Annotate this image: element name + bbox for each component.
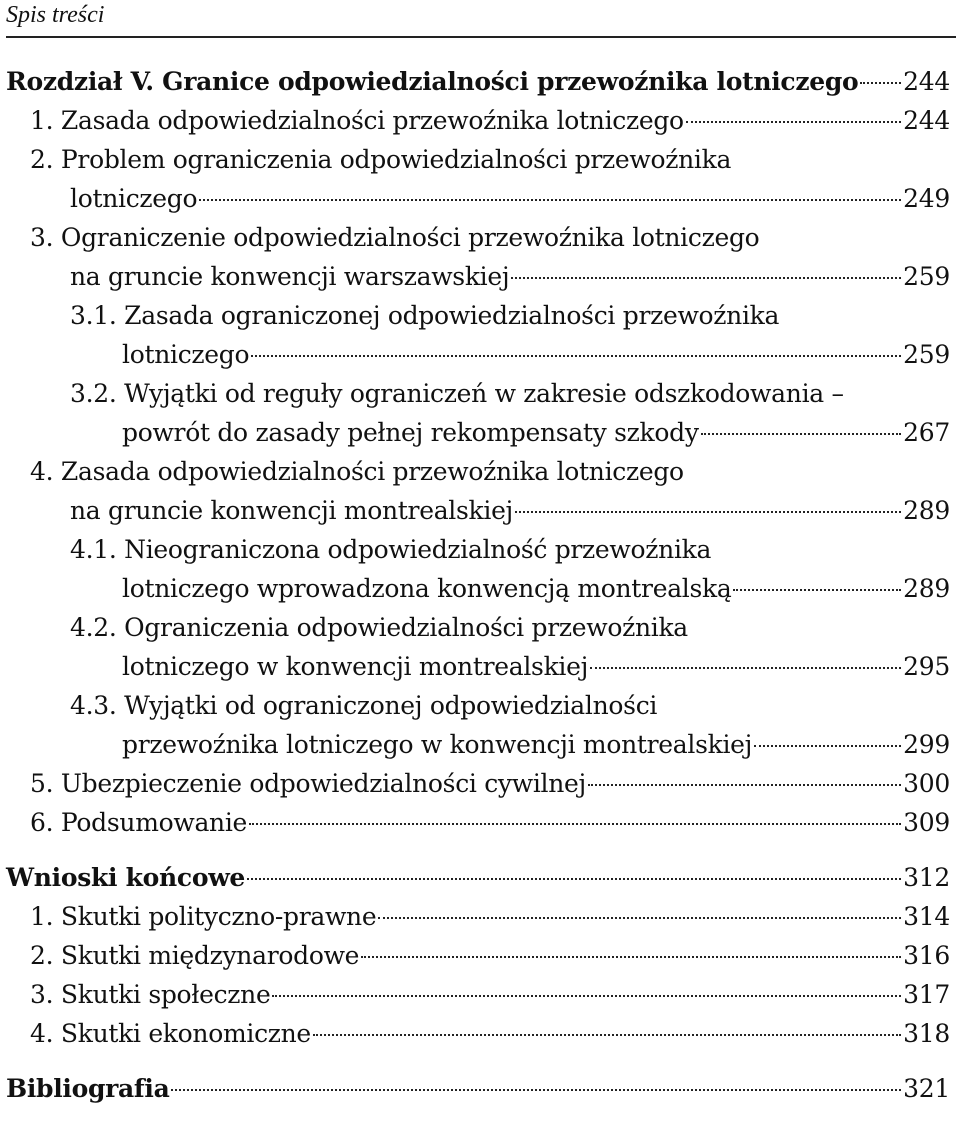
- dot-leader: [733, 589, 901, 591]
- dot-leader: [251, 355, 901, 357]
- toc-entry-title-line1: 4.1. Nieograniczona odpowiedzialność przewoźnika: [70, 535, 712, 564]
- toc-entry-section-4-3[interactable]: [6, 686, 950, 764]
- toc-page-number: 244: [903, 106, 950, 135]
- toc-page-number: 321: [903, 1074, 950, 1103]
- toc-entry-title-line1: 4.3. Wyjątki od ograniczonej odpowiedzialności: [70, 691, 658, 720]
- toc-entry-conclusions-2[interactable]: [6, 936, 950, 975]
- dot-leader: [686, 121, 901, 123]
- toc-entry-section-6[interactable]: [6, 803, 950, 842]
- toc-page-number: 295: [903, 652, 950, 681]
- dot-leader: [590, 667, 901, 669]
- toc-entry-section-2[interactable]: [6, 140, 950, 218]
- toc-entry-section-4[interactable]: [6, 452, 950, 530]
- running-header-title: Spis treści: [6, 2, 105, 28]
- toc-entry-title-line1: 4.2. Ograniczenia odpowiedzialności przewoźnika: [70, 613, 688, 642]
- toc-page-number: 312: [903, 863, 950, 892]
- toc-entry-title: 1. Skutki polityczno-prawne: [30, 902, 377, 931]
- toc-entry-title: Rozdział V. Granice odpowiedzialności przewoźnika lotniczego: [6, 67, 859, 96]
- toc-entry-title-line2: lotniczego: [70, 184, 198, 213]
- toc-page-number: 309: [903, 808, 950, 837]
- toc-entry-title: Wnioski końcowe: [6, 863, 246, 892]
- dot-leader: [701, 433, 902, 435]
- toc-entry-title-line2: na gruncie konwencji warszawskiej: [70, 262, 510, 291]
- toc-entry-title-line1: 3.2. Wyjątki od reguły ograniczeń w zakresie odszkodowania –: [70, 379, 844, 408]
- toc-page-number: 259: [903, 262, 950, 291]
- toc-entry-title-line2: powrót do zasady pełnej rekompensaty szkody: [122, 418, 699, 447]
- toc-entry-section-3-2[interactable]: [6, 374, 950, 452]
- toc-page-number: 316: [903, 941, 950, 970]
- toc-entry-chapter-5[interactable]: [6, 62, 950, 101]
- toc-entry-conclusions[interactable]: [6, 858, 950, 897]
- toc-entry-section-3[interactable]: [6, 218, 950, 296]
- toc-entry-title-line1: 2. Problem ograniczenia odpowiedzialności przewoźnika: [30, 145, 732, 174]
- toc-entry-title-line2: na gruncie konwencji montrealskiej: [70, 496, 514, 525]
- toc-page-number: 244: [903, 67, 950, 96]
- toc-entry-section-5[interactable]: [6, 764, 950, 803]
- toc-entry-section-1[interactable]: [6, 101, 950, 140]
- toc-page-number: 289: [903, 496, 950, 525]
- toc-page-number: 300: [903, 769, 950, 798]
- dot-leader: [378, 917, 901, 919]
- dot-leader: [199, 199, 901, 201]
- toc-entry-title: Bibliografia: [6, 1074, 170, 1103]
- toc-page-number: 289: [903, 574, 950, 603]
- dot-leader: [249, 823, 901, 825]
- toc-entry-title-line1: 3.1. Zasada ograniczonej odpowiedzialności przewoźnika: [70, 301, 780, 330]
- dot-leader: [754, 745, 901, 747]
- toc-entry-section-4-2[interactable]: [6, 608, 950, 686]
- dot-leader: [247, 878, 901, 880]
- toc-entry-conclusions-1[interactable]: [6, 897, 950, 936]
- dot-leader: [272, 995, 901, 997]
- toc-entry-title: 5. Ubezpieczenie odpowiedzialności cywilnej: [30, 769, 586, 798]
- dot-leader: [171, 1089, 901, 1091]
- section-spacer: [6, 1053, 950, 1069]
- toc-page-number: 249: [903, 184, 950, 213]
- toc-entry-title: 3. Skutki społeczne: [30, 980, 271, 1009]
- dot-leader: [313, 1034, 901, 1036]
- toc-entry-title-line1: 3. Ograniczenie odpowiedzialności przewoźnika lotniczego: [30, 223, 760, 252]
- section-spacer: [6, 842, 950, 858]
- dot-leader: [515, 511, 901, 513]
- toc-entry-title-line2: lotniczego: [122, 340, 250, 369]
- toc-entry-section-4-1[interactable]: [6, 530, 950, 608]
- toc-page-number: 317: [903, 980, 950, 1009]
- toc-entry-title-line1: 4. Zasada odpowiedzialności przewoźnika lotniczego: [30, 457, 684, 486]
- toc-entry-title: 4. Skutki ekonomiczne: [30, 1019, 311, 1048]
- toc-page-number: 267: [903, 418, 950, 447]
- toc-entry-conclusions-4[interactable]: [6, 1014, 950, 1053]
- toc-page-number: 318: [903, 1019, 950, 1048]
- toc-entry-title-line2: lotniczego wprowadzona konwencją montrealską: [122, 574, 732, 603]
- toc-entry-section-3-1[interactable]: [6, 296, 950, 374]
- toc-page-number: 314: [903, 902, 950, 931]
- dot-leader: [361, 956, 901, 958]
- toc-entry-title: 6. Podsumowanie: [30, 808, 248, 837]
- page-header: [6, 0, 956, 38]
- toc-entry-title: 2. Skutki międzynarodowe: [30, 941, 360, 970]
- toc-page-number: 299: [903, 730, 950, 759]
- toc-entry-bibliography[interactable]: [6, 1069, 950, 1108]
- toc-entry-title: 1. Zasada odpowiedzialności przewoźnika lotniczego: [30, 106, 684, 135]
- toc-entry-conclusions-3[interactable]: [6, 975, 950, 1014]
- dot-leader: [860, 82, 901, 84]
- toc-entry-title-line2: przewoźnika lotniczego w konwencji montrealskiej: [122, 730, 753, 759]
- dot-leader: [588, 784, 901, 786]
- dot-leader: [511, 277, 901, 279]
- table-of-contents: [6, 62, 950, 1108]
- toc-page-number: 259: [903, 340, 950, 369]
- toc-entry-title-line2: lotniczego w konwencji montrealskiej: [122, 652, 589, 681]
